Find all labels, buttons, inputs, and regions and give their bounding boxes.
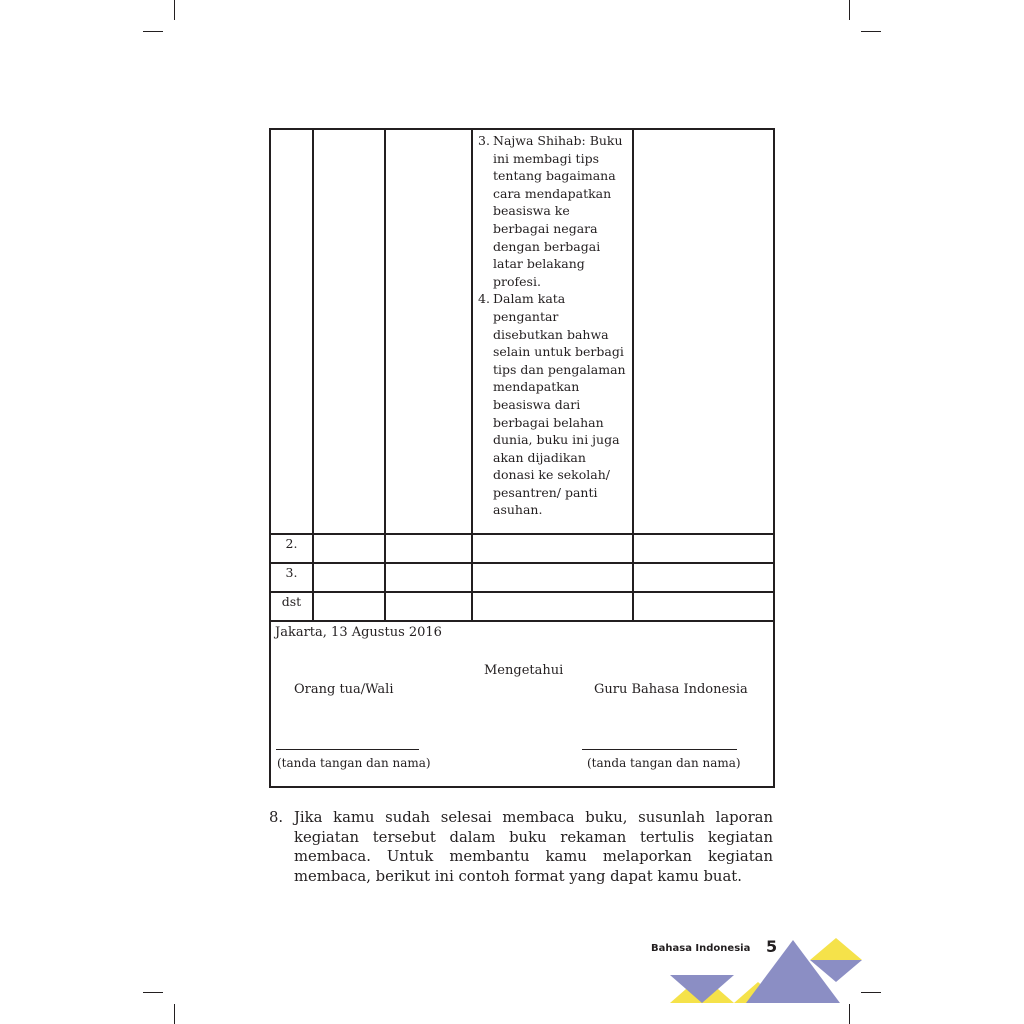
crop-mark: [174, 0, 175, 20]
content-list: [473, 130, 632, 533]
page-number: 5: [766, 937, 778, 956]
footer-triangle-decoration: [660, 930, 870, 1010]
list-item: [478, 290, 628, 519]
crop-mark: [143, 992, 163, 993]
yellow-triangle: [810, 938, 862, 960]
reading-report-table: [269, 128, 775, 788]
crop-mark: [849, 0, 850, 20]
row-number: dst: [270, 592, 313, 621]
crop-mark: [174, 1004, 175, 1024]
signature-row: [270, 621, 774, 787]
list-item-number: 3.: [478, 133, 490, 148]
table-cell: [472, 563, 633, 592]
row-number: 3.: [270, 563, 313, 592]
task-text: Jika kamu sudah selesai membaca buku, susunlah laporan kegiatan tersebut dalam buku rekaman tertulis kegiatan membaca. Untuk membantu kamu melaporkan kegiatan membaca, berikut ini contoh format yang dapat kamu buat.: [294, 809, 773, 886]
table-cell: [633, 592, 774, 621]
footer-subject: Bahasa Indonesia: [651, 943, 751, 954]
task-paragraph: [269, 808, 773, 887]
table-cell: [472, 534, 633, 563]
table-row: [270, 534, 774, 563]
task-number: 8.: [269, 809, 284, 826]
table-cell: [633, 563, 774, 592]
table-cell: [472, 592, 633, 621]
list-item: [478, 132, 628, 290]
table-cell: [270, 129, 313, 534]
table-row: [270, 592, 774, 621]
table-row: [270, 563, 774, 592]
list-item-text: Najwa Shihab: Buku ini membagi tips tentang bagaimana cara mendapatkan beasiswa ke berbagai negara dengan berbagai latar belakang profesi.: [493, 133, 623, 289]
parent-signature-line: [276, 749, 419, 750]
book-content-cell: [472, 129, 633, 534]
table-cell: [633, 534, 774, 563]
list-item-text: Dalam kata pengantar disebutkan bahwa selain untuk berbagi tips dan pengalaman mendapatkan beasiswa dari berbagai belahan dunia, buku ini juga akan dijadikan donasi ke sekolah/ pesantren/ panti asuhan.: [493, 291, 626, 518]
table-cell: [313, 129, 385, 534]
table-cell: [385, 592, 472, 621]
acknowledged-label: Mengetahui: [484, 663, 564, 679]
signature-cell: [270, 621, 774, 787]
table-cell: [385, 563, 472, 592]
table-cell: [313, 534, 385, 563]
table-cell: [313, 563, 385, 592]
list-item-number: 4.: [478, 291, 490, 307]
table-cell: [385, 129, 472, 534]
table-cell: [385, 534, 472, 563]
teacher-role-label: Guru Bahasa Indonesia: [594, 682, 748, 698]
teacher-signature-caption: (tanda tangan dan nama): [587, 756, 741, 771]
crop-mark: [143, 31, 163, 32]
signature-block: [271, 622, 773, 786]
teacher-signature-line: [582, 749, 737, 750]
place-date: Jakarta, 13 Agustus 2016: [275, 625, 442, 641]
row-number: 2.: [270, 534, 313, 563]
table-cell: [633, 129, 774, 534]
parent-role-label: Orang tua/Wali: [294, 682, 394, 698]
table-cell: [313, 592, 385, 621]
parent-signature-caption: (tanda tangan dan nama): [277, 756, 431, 771]
crop-mark: [861, 31, 881, 32]
table-row: [270, 129, 774, 534]
